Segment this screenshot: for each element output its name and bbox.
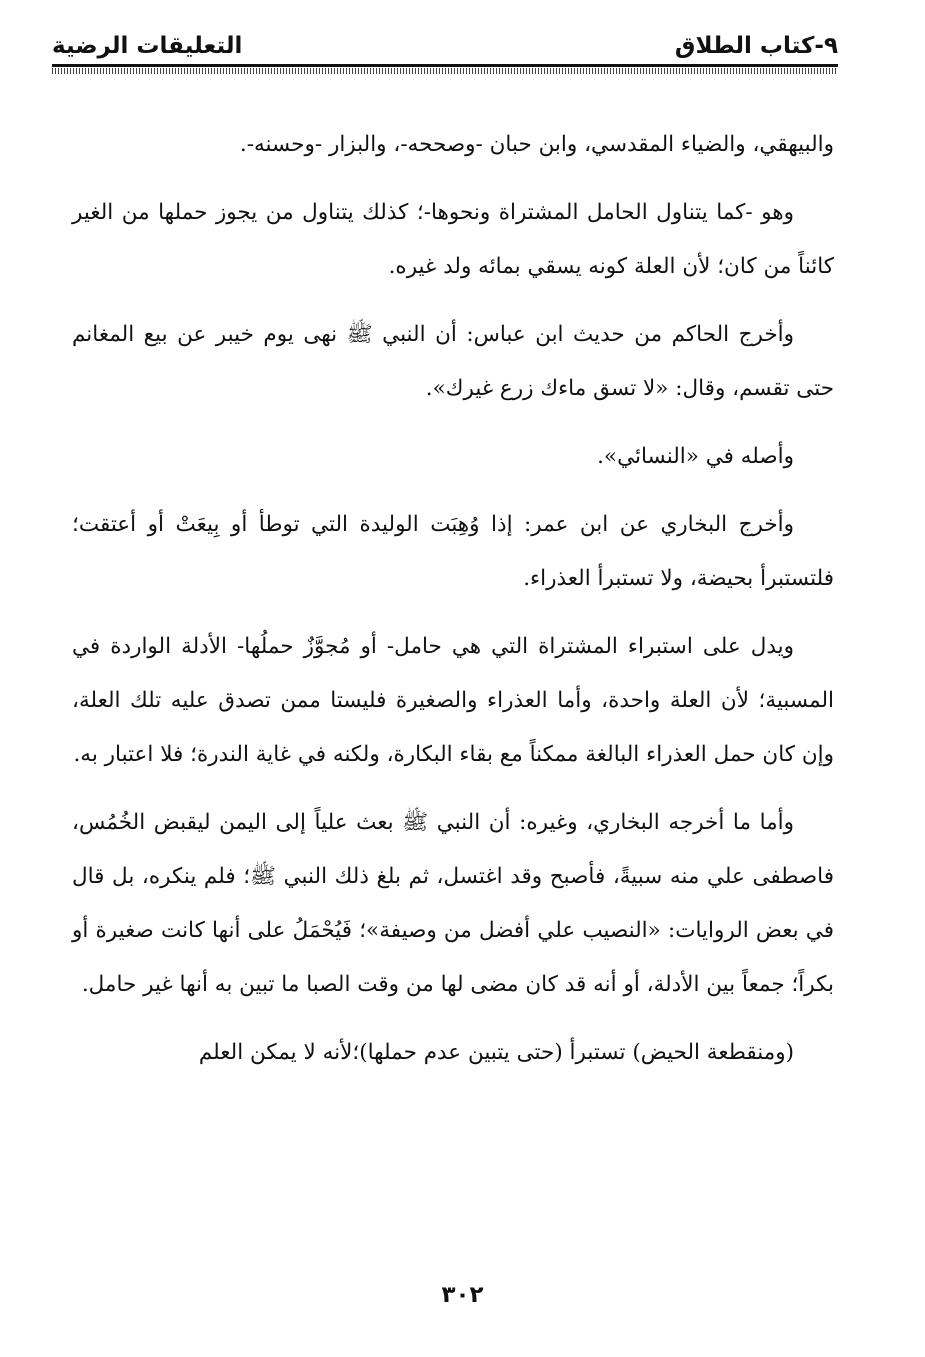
header-rule-hatch — [52, 68, 838, 74]
body-text — [72, 118, 834, 1094]
book-title: التعليقات الرضية — [52, 33, 243, 59]
paragraph-3: وأخرج الحاكم من حديث ابن عباس: أن النبي ﷺ نهى يوم خيبر عن بيع المغانم حتى تقسم، وقال: «لا تسق ماءك زرع غيرك». — [72, 322, 834, 401]
paragraph-5: وأخرج البخاري عن ابن عمر: إذا وُهِبَت الوليدة التي توطأ أو بِيعَتْ أو أعتقت؛ فلتستبرأ بحيضة، ولا تستبرأ العذراء. — [72, 512, 834, 591]
page-number: ٣٠٢ — [441, 1282, 484, 1308]
paragraph-1: والبيهقي، والضياء المقدسي، وابن حبان -وصححه-، والبزار -وحسنه-. — [239, 132, 834, 157]
paragraph-7: وأما ما أخرجه البخاري، وغيره: أن النبي ﷺ بعث علياً إلى اليمن ليقبض الخُمُس، فاصطفى علي منه سبيةً، فأصبح وقد اغتسل، ثم بلغ ذلك النبي ﷺ؛ فلم ينكره، بل قال في بعض الروايات: «النصيب علي أفضل من وصيفة»؛ فَيُحْمَلُ على أنها كانت صغيرة أو بكراً؛ جمعاً بين الأدلة، أو أنه قد كان مضى لها من وقت الصبا ما تبين به أنها غير حامل. — [72, 810, 834, 997]
paragraph-4: وأصله في «النسائي». — [597, 444, 794, 469]
paragraph-8: (ومنقطعة الحيض) تستبرأ (حتى يتبين عدم حملها)؛لأنه لا يمكن العلم — [198, 1040, 794, 1065]
paragraph-6: ويدل على استبراء المشتراة التي هي حامل- أو مُجوَّزٌ حملُها- الأدلة الواردة في المسبية؛ لأن العلة واحدة، وأما العذراء والصغيرة فليستا ممن تصدق عليه تلك العلة، وإن كان حمل العذراء البالغة ممكناً مع بقاء البكارة، ولكنه في غاية الندرة؛ فلا اعتبار به. — [72, 634, 834, 767]
running-header — [52, 26, 838, 66]
paragraph-2: وهو -كما يتناول الحامل المشتراة ونحوها-؛ كذلك يتناول من يجوز حملها من الغير كائناً من كان؛ لأن العلة كونه يسقي بمائه ولد غيره. — [72, 200, 834, 279]
header-rule — [52, 64, 838, 67]
chapter-title: ٩-كتاب الطلاق — [674, 33, 838, 59]
